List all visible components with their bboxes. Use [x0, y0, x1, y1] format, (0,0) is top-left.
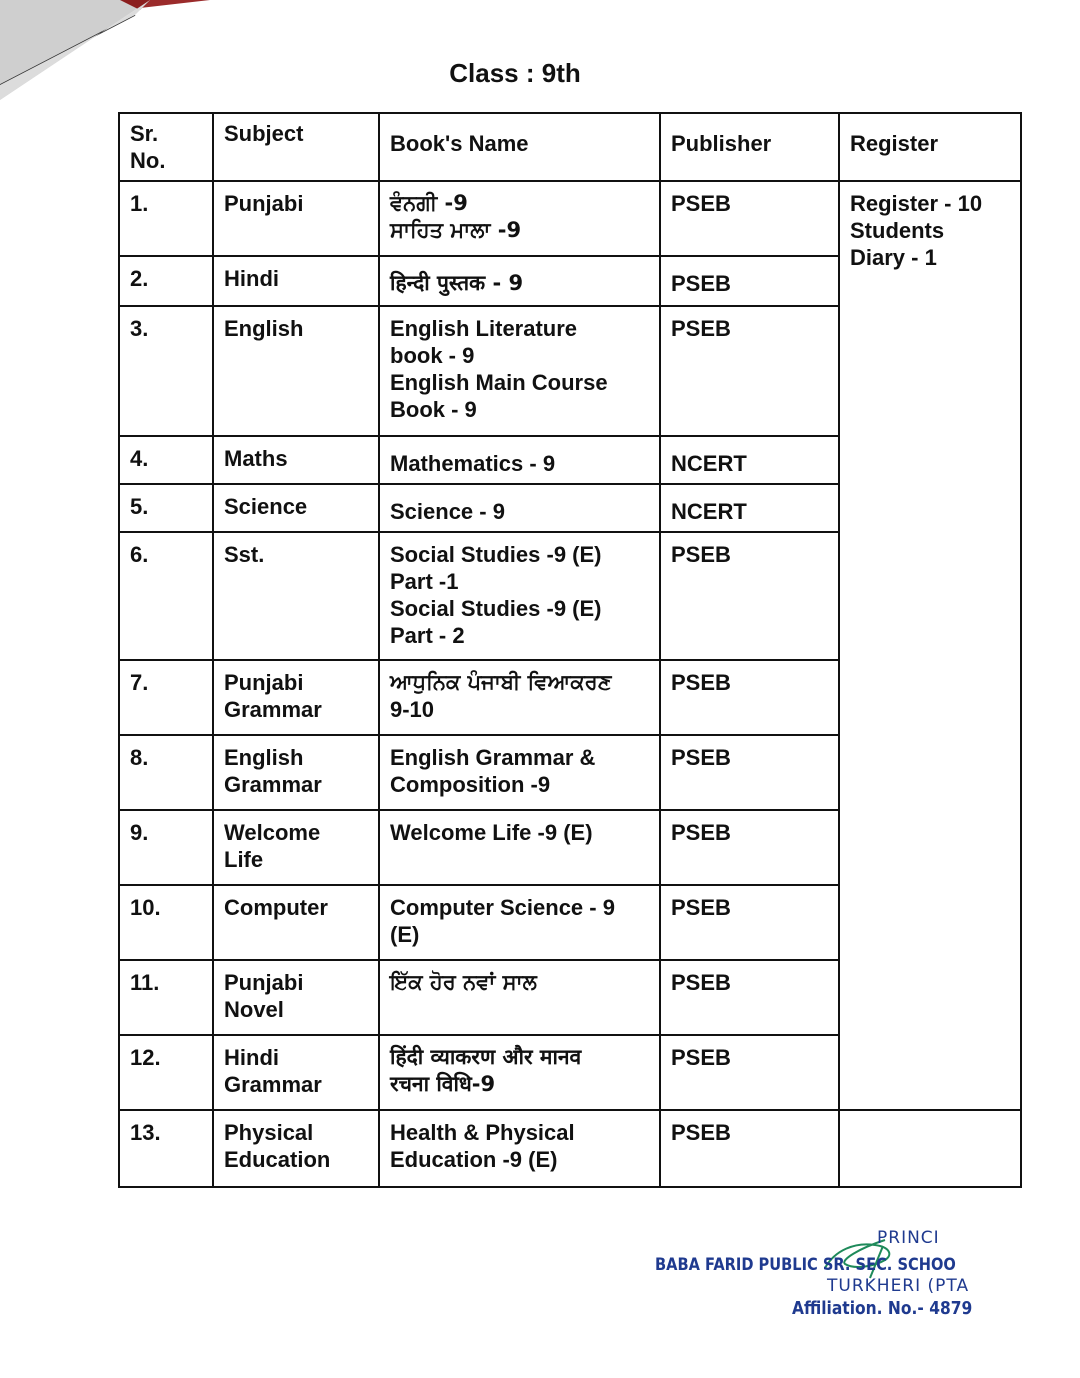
books-table [118, 112, 1022, 1188]
table-header-row [119, 113, 1021, 181]
subject-line: Punjabi [224, 670, 304, 695]
book-name-line: Mathematics - 9 [390, 451, 556, 476]
cell-sr-no: 5. [119, 484, 213, 532]
header-sr-no [119, 113, 213, 181]
book-name-line: 9-10 [390, 697, 435, 722]
cell-publisher: NCERT [660, 436, 839, 484]
table-row [119, 1110, 1021, 1187]
cell-book-name [379, 436, 660, 484]
cell-publisher: PSEB [660, 885, 839, 960]
cell-publisher: PSEB [660, 735, 839, 810]
cell-subject [213, 810, 379, 885]
cell-publisher: PSEB [660, 660, 839, 735]
cell-book-name [379, 735, 660, 810]
book-name-line: Science - 9 [390, 499, 505, 524]
cell-subject [213, 436, 379, 484]
cell-book-name [379, 810, 660, 885]
cell-publisher: PSEB [660, 810, 839, 885]
register-note-line: Diary - 1 [850, 245, 937, 270]
cell-book-name [379, 1110, 660, 1187]
cell-book-name [379, 256, 660, 306]
cell-publisher: PSEB [660, 256, 839, 306]
header-publisher-text: Publisher [671, 131, 772, 156]
cell-book-name [379, 1035, 660, 1110]
school-stamp [655, 1228, 985, 1328]
book-name-line: (E) [390, 922, 420, 947]
cell-sr-no: 11. [119, 960, 213, 1035]
cell-sr-no: 7. [119, 660, 213, 735]
header-register [839, 113, 1021, 181]
subject-line: Sst. [224, 542, 265, 567]
book-name-line: रचना विधि-9 [390, 1072, 496, 1096]
cell-sr-no: 3. [119, 306, 213, 436]
book-name-line: ਆਧੁਨਿਕ ਪੰਜਾਬੀ ਵਿਆਕਰਣ [390, 670, 612, 694]
subject-line: Education [224, 1147, 331, 1172]
book-name-line: ਵੰਨਗੀ -9 [390, 191, 468, 215]
book-name-line: book - 9 [390, 343, 475, 368]
cell-sr-no: 12. [119, 1035, 213, 1110]
cell-sr-no: 2. [119, 256, 213, 306]
subject-line: Grammar [224, 772, 322, 797]
cell-sr-no: 6. [119, 532, 213, 660]
book-name-line: Part - 2 [390, 623, 465, 648]
book-name-line: Health & Physical [390, 1120, 575, 1145]
page-corner-fold [0, 0, 460, 110]
cell-book-name [379, 660, 660, 735]
cell-publisher: PSEB [660, 1110, 839, 1187]
subject-line: English [224, 745, 304, 770]
cell-subject [213, 306, 379, 436]
book-name-line: Part -1 [390, 569, 459, 594]
cell-publisher: PSEB [660, 1035, 839, 1110]
book-name-line: English Literature [390, 316, 578, 341]
cell-subject [213, 484, 379, 532]
cell-publisher: PSEB [660, 181, 839, 256]
cell-subject [213, 532, 379, 660]
subject-line: Physical [224, 1120, 314, 1145]
cell-book-name [379, 306, 660, 436]
header-subject [213, 113, 379, 181]
cell-publisher: PSEB [660, 306, 839, 436]
cell-sr-no: 10. [119, 885, 213, 960]
cell-book-name [379, 960, 660, 1035]
book-name-line: Book - 9 [390, 397, 477, 422]
cell-sr-no: 9. [119, 810, 213, 885]
subject-line: Maths [224, 446, 288, 471]
cell-publisher: PSEB [660, 532, 839, 660]
cell-sr-no: 8. [119, 735, 213, 810]
stamp-place: TURKHERI (PTA [827, 1276, 970, 1296]
stamp-principal: PRINCI [877, 1228, 940, 1248]
subject-line: Punjabi [224, 191, 304, 216]
cell-subject [213, 885, 379, 960]
subject-line: Punjabi [224, 970, 304, 995]
subject-line: Life [224, 847, 264, 872]
cell-book-name [379, 885, 660, 960]
book-name-line: English Grammar & [390, 745, 596, 770]
cell-subject [213, 660, 379, 735]
book-name-line: Composition -9 [390, 772, 551, 797]
cell-book-name [379, 532, 660, 660]
book-name-line: English Main Course [390, 370, 608, 395]
header-book-name [379, 113, 660, 181]
book-name-line: Social Studies -9 (E) [390, 596, 602, 621]
header-publisher [660, 113, 839, 181]
subject-line: Hindi [224, 1045, 279, 1070]
table-row [119, 181, 1021, 256]
cell-subject [213, 1035, 379, 1110]
book-name-line: हिन्दी पुस्तक - 9 [390, 271, 524, 295]
subject-line: Science [224, 494, 308, 519]
header-sr-line: Sr. [130, 121, 159, 146]
cell-book-name [379, 484, 660, 532]
cell-register [839, 181, 1021, 1110]
cell-subject [213, 960, 379, 1035]
header-subject-text: Subject [224, 121, 304, 146]
stamp-affiliation: Affiliation. No.- 4879 [792, 1298, 973, 1319]
cell-publisher: PSEB [660, 960, 839, 1035]
page-title: Class : 9th [449, 58, 581, 88]
cell-subject [213, 1110, 379, 1187]
subject-line: Welcome [224, 820, 321, 845]
register-note-line: Register - 10 [850, 191, 983, 216]
subject-line: English [224, 316, 304, 341]
subject-line: Computer [224, 895, 328, 920]
cell-sr-no: 13. [119, 1110, 213, 1187]
cell-register-empty [839, 1110, 1021, 1187]
subject-line: Novel [224, 997, 284, 1022]
book-name-line: Computer Science - 9 [390, 895, 615, 920]
cell-book-name [379, 181, 660, 256]
subject-line: Grammar [224, 697, 322, 722]
cell-subject [213, 735, 379, 810]
subject-line: Hindi [224, 266, 279, 291]
register-note-line: Students [850, 218, 945, 243]
book-name-line: Social Studies -9 (E) [390, 542, 602, 567]
book-name-line: Welcome Life -9 (E) [390, 820, 593, 845]
subject-line: Grammar [224, 1072, 322, 1097]
book-name-line: Education -9 (E) [390, 1147, 558, 1172]
book-name-line: ਸਾਹਿਤ ਮਾਲਾ -9 [390, 218, 522, 242]
header-book-name-text: Book's Name [390, 131, 529, 156]
cell-subject [213, 256, 379, 306]
header-no-line: No. [130, 148, 166, 173]
cell-sr-no: 4. [119, 436, 213, 484]
cell-publisher: NCERT [660, 484, 839, 532]
header-register-text: Register [850, 131, 939, 156]
book-name-line: हिंदी व्याकरण और मानव [390, 1045, 582, 1069]
cell-subject [213, 181, 379, 256]
stamp-school-name: BABA FARID PUBLIC SR. SEC. SCHOO [655, 1255, 956, 1275]
book-name-line: ਇੱਕ ਹੋਰ ਨਵਾਂ ਸਾਲ [390, 970, 537, 994]
cell-sr-no: 1. [119, 181, 213, 256]
